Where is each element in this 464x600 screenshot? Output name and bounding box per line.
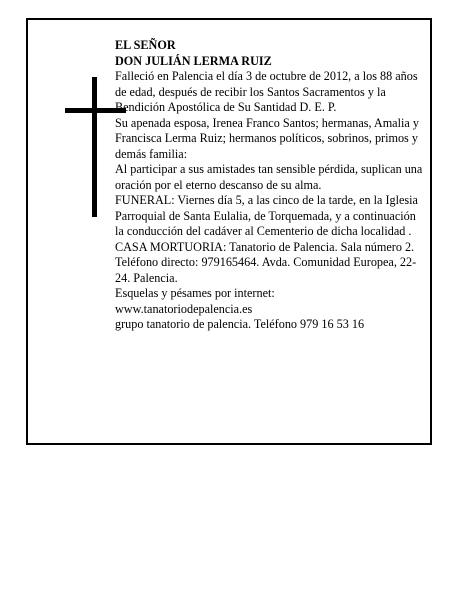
condolences-label: Esquelas y pésames por internet: [115, 286, 275, 300]
prayer-request: Al participar a sus amistades tan sensible pérdida, suplican una oración por el eterno descanso de su alma. [115, 162, 423, 192]
contact-line: grupo tanatorio de palencia. Teléfono 979 16 53 16 [115, 317, 365, 331]
cross-icon [92, 77, 97, 217]
death-notice: Falleció en Palencia el día 3 de octubre de 2012, a los 88 años de edad, después de recibir los Santos Sacramentos y la Bendición Apostólica de Su Santidad D. E. P. [115, 69, 418, 114]
funeral-info: FUNERAL: Viernes día 5, a las cinco de la tarde, en la Iglesia Parroquial de Santa Eulalia, de Torquemada, y a continuación la conducción del cadáver al Cementerio de dicha localidad . [115, 193, 418, 238]
mortuary-info: CASA MORTUORIA: Tanatorio de Palencia. Sala número 2. Teléfono directo: 979165464. Avda. Comunidad Europea, 22-24. Palencia. [115, 239, 417, 285]
deceased-name: DON JULIÁN LERMA RUIZ [115, 53, 272, 68]
obituary-text [115, 38, 423, 333]
family-notice: Su apenada esposa, Irenea Franco Santos; hermanas, Amalia y Francisca Lerma Ruiz; hermanos políticos, sobrinos, primos y demás familia: [115, 115, 419, 161]
website-link[interactable]: www.tanatoriodepalencia.es [115, 301, 253, 316]
obituary-title: EL SEÑOR [115, 38, 176, 52]
